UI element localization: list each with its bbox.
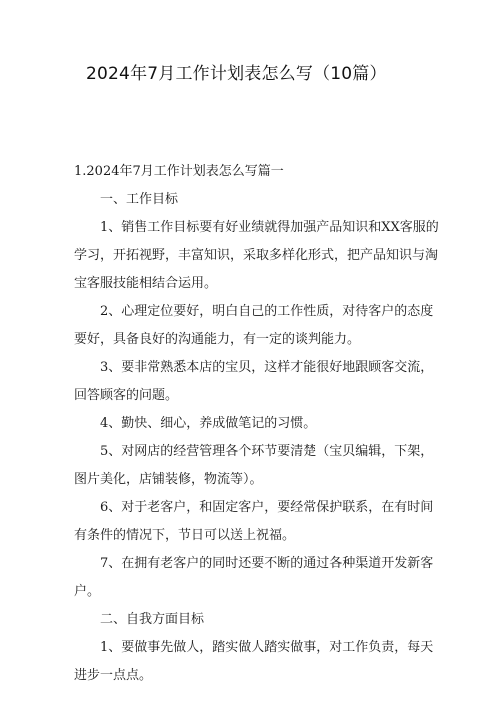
paragraph-5-line-1: 5、对网店的经营管理各个环节要清楚（宝贝编辑，下架，: [100, 444, 434, 459]
paragraph-1-line-3: 宝客服技能相结合运用。: [74, 276, 218, 291]
self-paragraph-1-line-1: 1、要做事先做人，踏实做人踏实做事，对工作负责，每天: [100, 640, 434, 655]
paragraph-1-line-2: 学习，开拓视野，丰富知识，采取多样化形式，把产品知识与淘: [74, 248, 439, 263]
paragraph-7-line-1: 7、在拥有老客户的同时还要不断的通过各种渠道开发新客: [100, 556, 434, 571]
document-title: 2024年7月工作计划表怎么写（10篇）: [86, 64, 387, 84]
document-body: [74, 158, 438, 690]
self-paragraph-1-line-2: 进步一点点。: [74, 668, 153, 683]
paragraph-3-line-1: 3、要非常熟悉本店的宝贝，这样才能很好地跟顾客交流，: [100, 360, 434, 375]
paragraph-1-line-1: 1、销售工作目标要有好业绩就得加强产品知识和XX客服的: [100, 220, 439, 235]
paragraph-3-line-2: 回答顾客的问题。: [74, 388, 179, 403]
paragraph-4-line-1: 4、勤快、细心，养成做笔记的习惯。: [100, 416, 317, 431]
section-heading-self-goals: 二、自我方面目标: [100, 612, 205, 627]
paragraph-2-line-1: 2、心理定位要好，明白自己的工作性质，对待客户的态度: [100, 304, 434, 319]
paragraph-2-line-2: 要好，具备良好的沟通能力，有一定的谈判能力。: [74, 332, 361, 347]
article-heading: 1.2024年7月工作计划表怎么写篇一: [74, 164, 284, 179]
paragraph-7-line-2: 户。: [74, 584, 101, 599]
paragraph-5-line-2: 图片美化，店铺装修，物流等）。: [74, 472, 263, 487]
section-heading-work-goals: 一、工作目标: [100, 192, 179, 207]
paragraph-6-line-1: 6、对于老客户，和固定客户，要经常保护联系，在有时间: [100, 500, 434, 515]
paragraph-6-line-2: 有条件的情况下，节日可以送上祝福。: [74, 528, 296, 543]
